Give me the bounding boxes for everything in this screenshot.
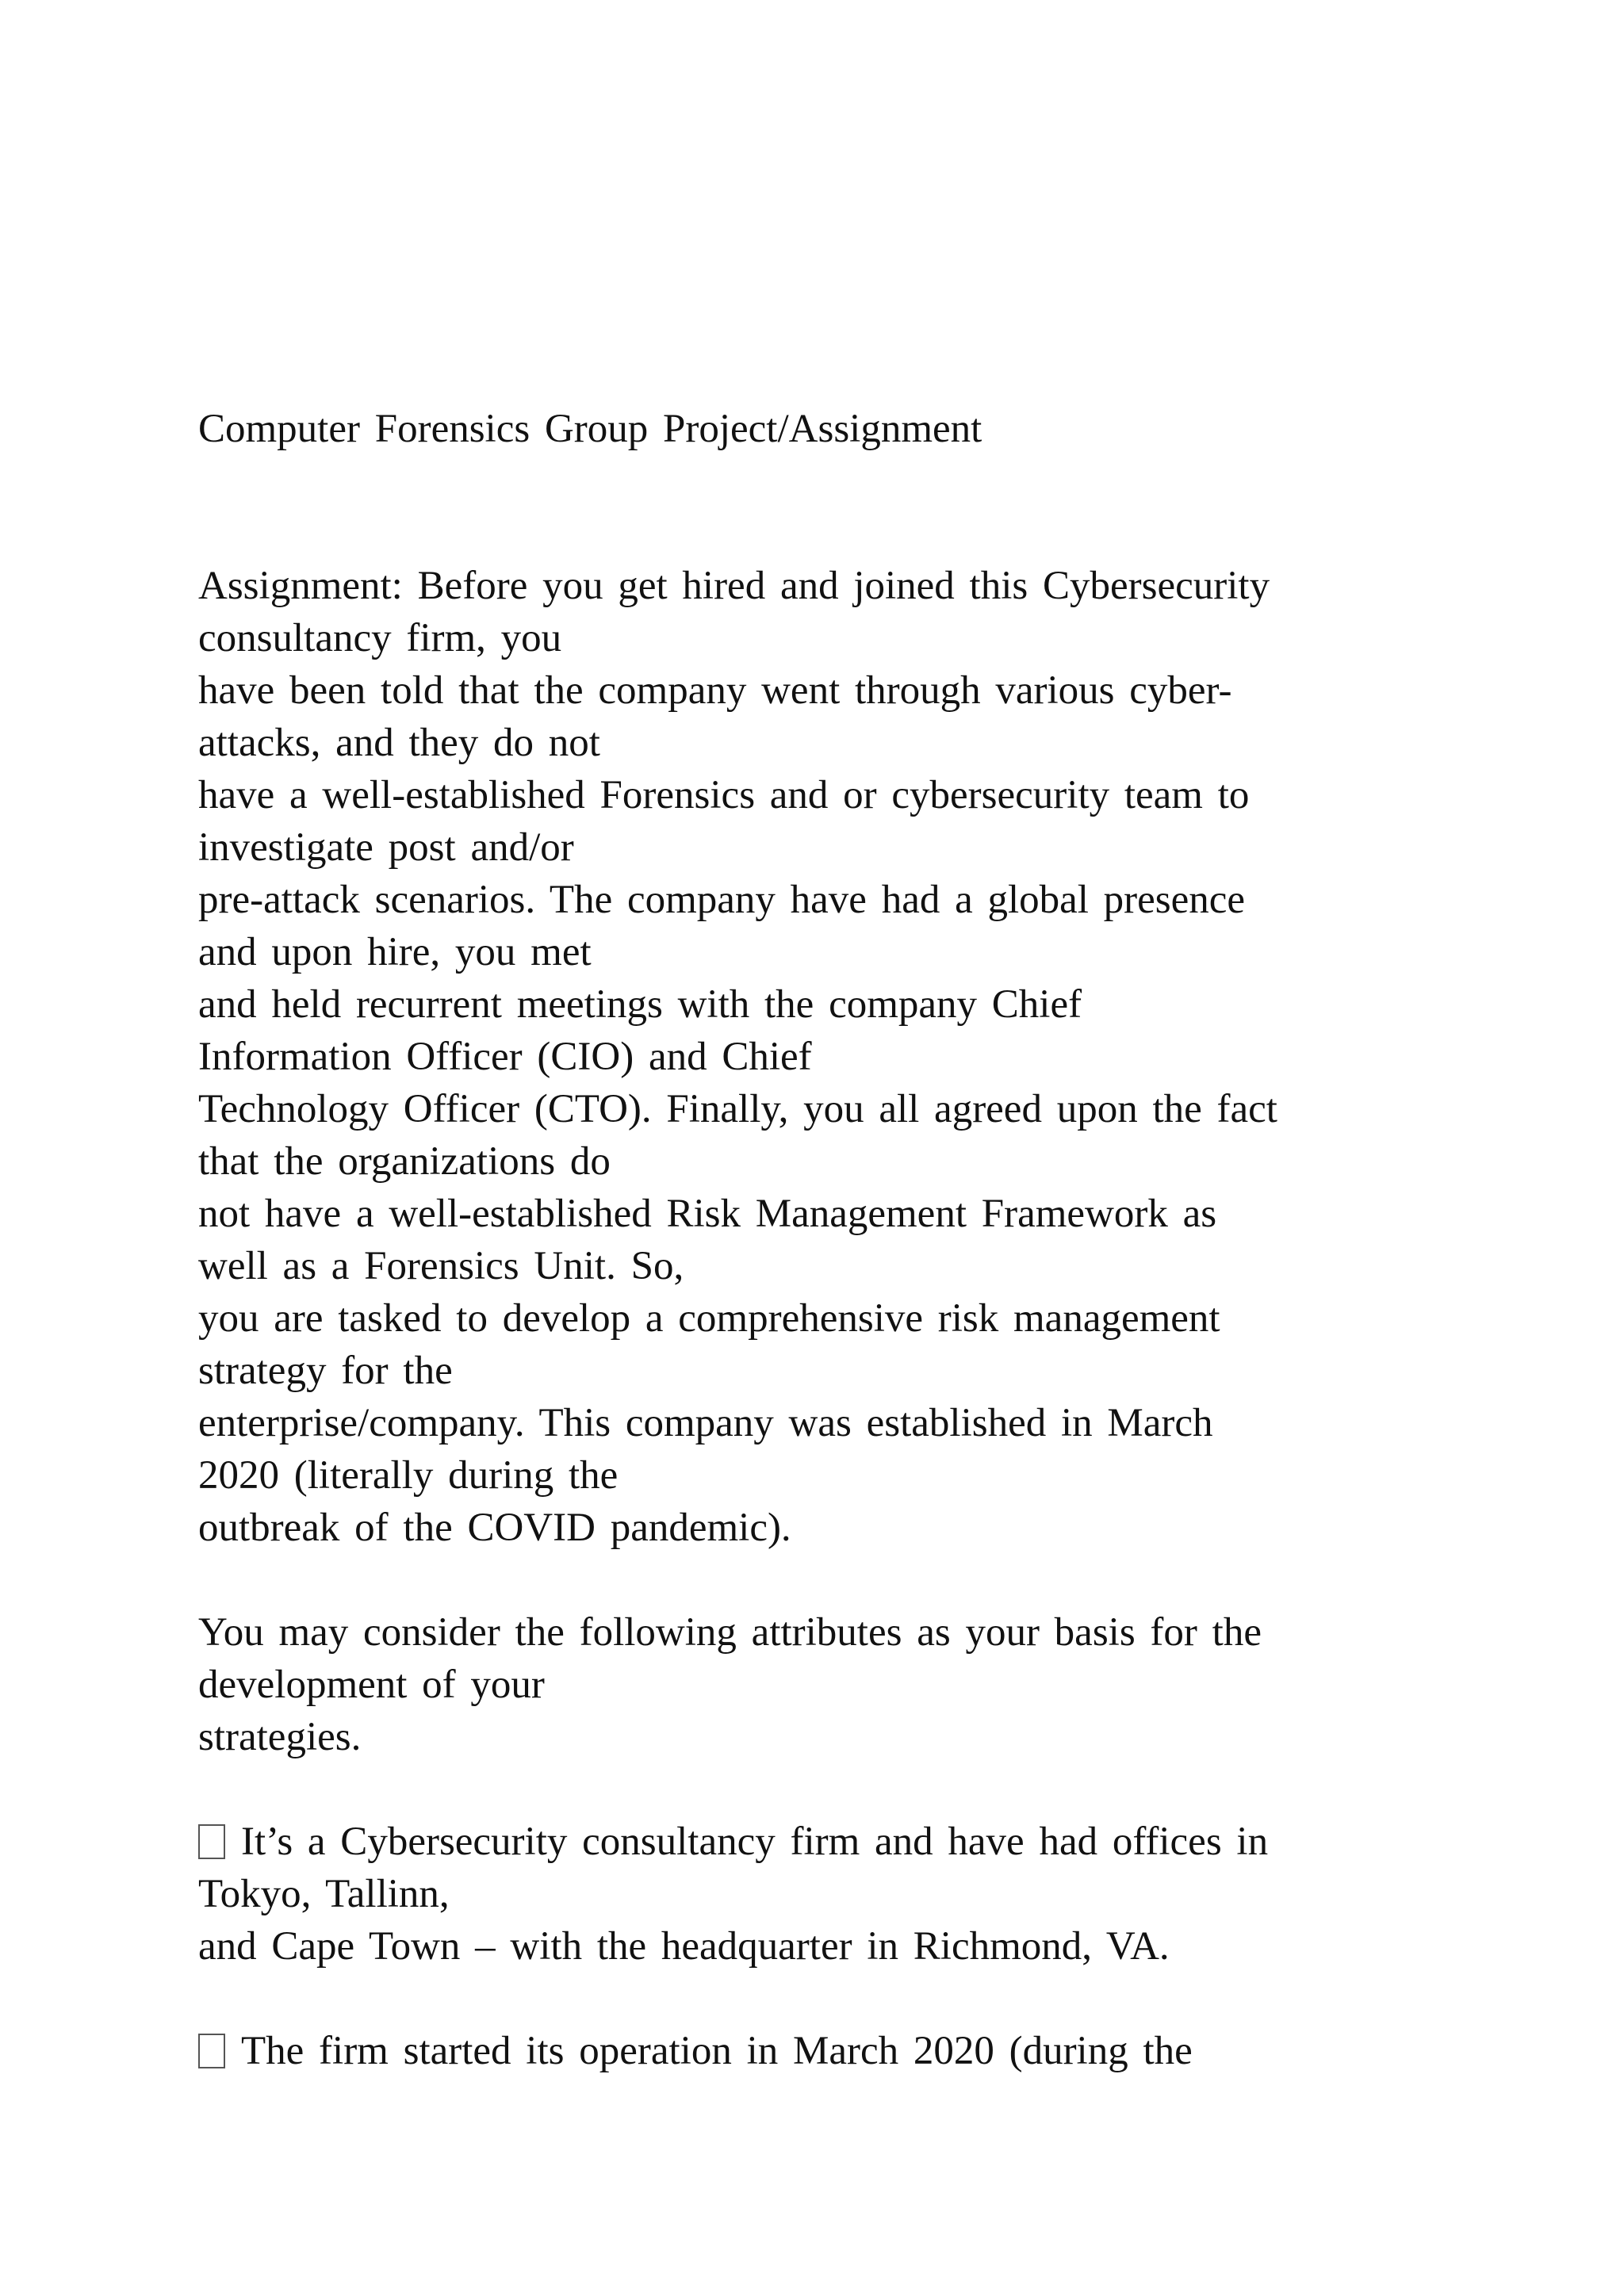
spacer xyxy=(198,1973,1546,2025)
paragraph-line: outbreak of the COVID pandemic). xyxy=(198,1506,791,1550)
paragraph-line: and upon hire, you met xyxy=(198,930,592,974)
paragraph-line: pre-attack scenarios. The company have had a global presence xyxy=(198,878,1246,922)
paragraph-line: Information Officer (CIO) and Chief xyxy=(198,1035,812,1079)
paragraph-line: have a well-established Forensics and or cybersecurity team to xyxy=(198,773,1250,817)
bullet-text: The firm started its operation in March 2020 (during the xyxy=(241,2029,1193,2073)
spacer xyxy=(198,1763,1546,1816)
paragraph-line: You may consider the following attributes as your basis for the xyxy=(198,1610,1262,1655)
paragraph-line: you are tasked to develop a comprehensive risk management xyxy=(198,1296,1220,1341)
paragraph-line: not have a well-established Risk Management Framework as xyxy=(198,1192,1217,1236)
bullet-line: and Cape Town – with the headquarter in Richmond, VA. xyxy=(198,1924,1170,1969)
spacer xyxy=(198,455,1546,560)
missing-glyph-box-icon xyxy=(198,2034,225,2068)
assignment-paragraph xyxy=(198,560,1546,1554)
paragraph-line: Technology Officer (CTO). Finally, you all agreed upon the fact xyxy=(198,1087,1277,1131)
paragraph-line: development of your xyxy=(198,1663,545,1707)
paragraph-line: strategies. xyxy=(198,1715,362,1759)
spacer xyxy=(198,1554,1546,1606)
paragraph-line: 2020 (literally during the xyxy=(198,1453,619,1498)
paragraph-line: strategy for the xyxy=(198,1349,453,1393)
paragraph-line: and held recurrent meetings with the company Chief xyxy=(198,982,1082,1027)
paragraph-line: enterprise/company. This company was established in March xyxy=(198,1401,1213,1445)
bullet-line xyxy=(198,1816,1546,1868)
paragraph-line: consultancy firm, you xyxy=(198,616,562,660)
paragraph-line: attacks, and they do not xyxy=(198,721,600,765)
paragraph-line: well as a Forensics Unit. So, xyxy=(198,1244,684,1288)
paragraph-line: have been told that the company went through various cyber- xyxy=(198,668,1232,713)
missing-glyph-box-icon xyxy=(198,1824,225,1859)
document-title: Computer Forensics Group Project/Assignment xyxy=(198,407,982,451)
bullet-line: Tokyo, Tallinn, xyxy=(198,1872,450,1916)
bullet-line xyxy=(198,2025,1546,2077)
paragraph-line: Assignment: Before you get hired and joined this Cybersecurity xyxy=(198,564,1270,608)
bullet-item-operation-start xyxy=(198,2025,1546,2077)
bullet-text: It’s a Cybersecurity consultancy firm and have had offices in xyxy=(241,1820,1269,1864)
attributes-intro-paragraph xyxy=(198,1606,1546,1763)
paragraph-line: investigate post and/or xyxy=(198,825,574,870)
paragraph-line: that the organizations do xyxy=(198,1139,611,1184)
bullet-item-offices xyxy=(198,1816,1546,1973)
document-body xyxy=(198,403,1546,2077)
